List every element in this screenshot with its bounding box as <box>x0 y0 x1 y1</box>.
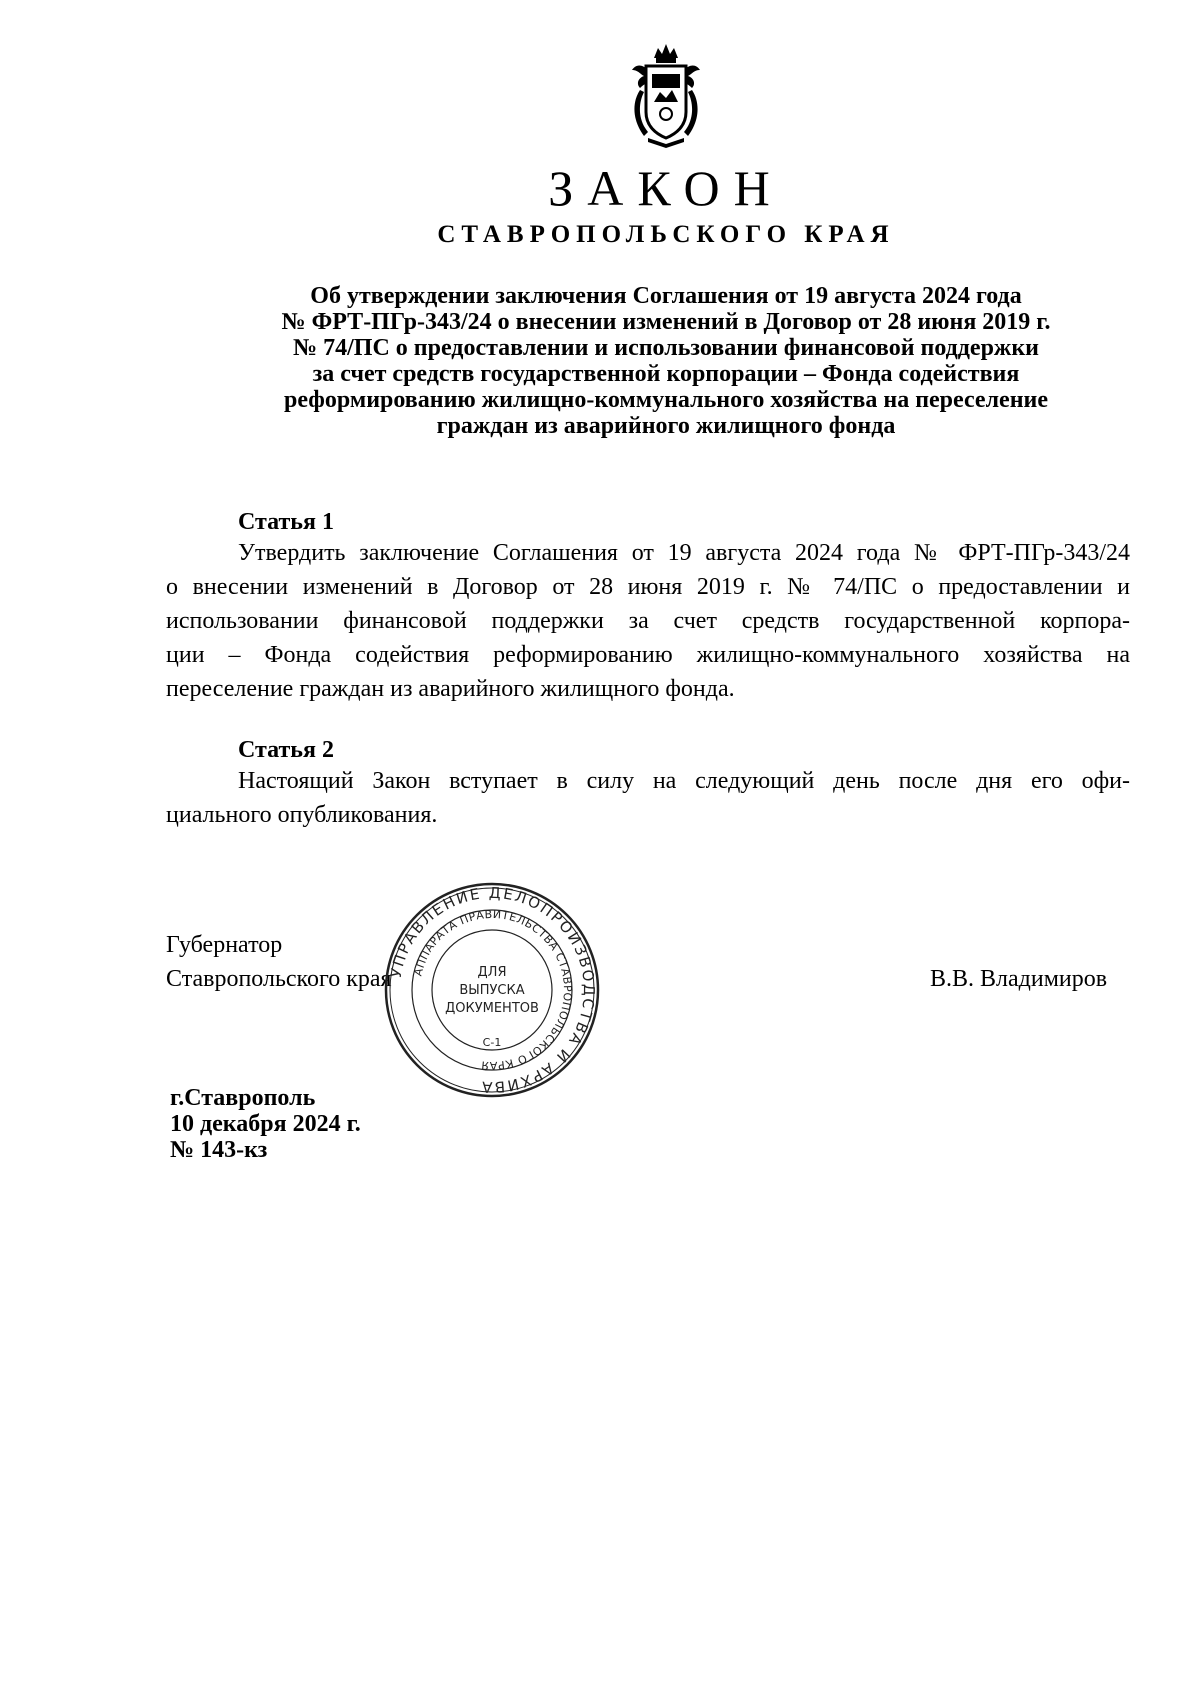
signer-position-line: Губернатор <box>166 932 283 958</box>
stamp-code: С-1 <box>482 1036 502 1049</box>
signer-position <box>166 928 392 996</box>
law-subtitle: СТАВРОПОЛЬСКОГО КРАЯ <box>437 221 895 248</box>
coat-of-arms-icon <box>618 40 714 148</box>
stamp-inner-text: АППАРАТА ПРАВИТЕЛЬСТВА СТАВРОПОЛЬСКОГО КРАЯ <box>411 907 575 1073</box>
article-1-title: Статья 1 <box>238 509 334 535</box>
heading-line: № ФРТ-ПГр-343/24 о внесении изменений в Договор от 28 июня 2019 г. <box>281 309 1051 335</box>
article-1-line: о внесении изменений в Договор от 28 июня 2019 г. № 74/ПС о предоставлении и <box>166 574 1130 600</box>
footer-city: г.Ставрополь <box>170 1085 316 1111</box>
stamp-center-line: ВЫПУСКА <box>459 983 525 998</box>
stamp-center-line: ДЛЯ <box>477 965 507 980</box>
article-1-line: Утвердить заключение Соглашения от 19 августа 2024 года № ФРТ-ПГр-343/24 <box>238 540 1130 566</box>
article-1-line: переселение граждан из аварийного жилищного фонда. <box>166 676 735 702</box>
heading-line: за счет средств государственной корпорации – Фонда содействия <box>312 361 1020 387</box>
heading-line: Об утверждении заключения Соглашения от 19 августа 2024 года <box>310 283 1022 309</box>
article-1-body <box>166 536 1130 706</box>
article-1-line: использовании финансовой поддержки за счет средств государственной корпора- <box>166 608 1130 634</box>
heading-line: граждан из аварийного жилищного фонда <box>436 413 896 439</box>
article-2-title: Статья 2 <box>238 737 334 763</box>
document-footer <box>170 1085 361 1163</box>
heading-line: № 74/ПС о предоставлении и использовании финансовой поддержки <box>293 335 1039 361</box>
footer-number: № 143-кз <box>170 1137 268 1163</box>
footer-date: 10 декабря 2024 г. <box>170 1111 361 1137</box>
stamp-center-line: ДОКУМЕНТОВ <box>445 1001 539 1016</box>
signer-name: В.В. Владимиров <box>930 966 1108 992</box>
law-heading <box>170 283 1162 439</box>
article-2-line: Настоящий Закон вступает в силу на следующий день после дня его офи- <box>238 768 1130 794</box>
article-2-line: циального опубликования. <box>166 802 438 828</box>
official-stamp <box>382 880 602 1100</box>
heading-line: реформированию жилищно-коммунального хозяйства на переселение <box>283 387 1048 413</box>
stamp-outer-text: УПРАВЛЕНИЕ ДЕЛОПРОИЗВОДСТВА И АРХИВА <box>386 883 599 1097</box>
law-title: ЗАКОН <box>548 160 784 216</box>
article-1-line: ции – Фонда содействия реформированию жилищно-коммунального хозяйства на <box>166 642 1130 668</box>
article-2-body <box>166 764 1130 832</box>
signer-position-line: Ставропольского края <box>166 966 392 992</box>
